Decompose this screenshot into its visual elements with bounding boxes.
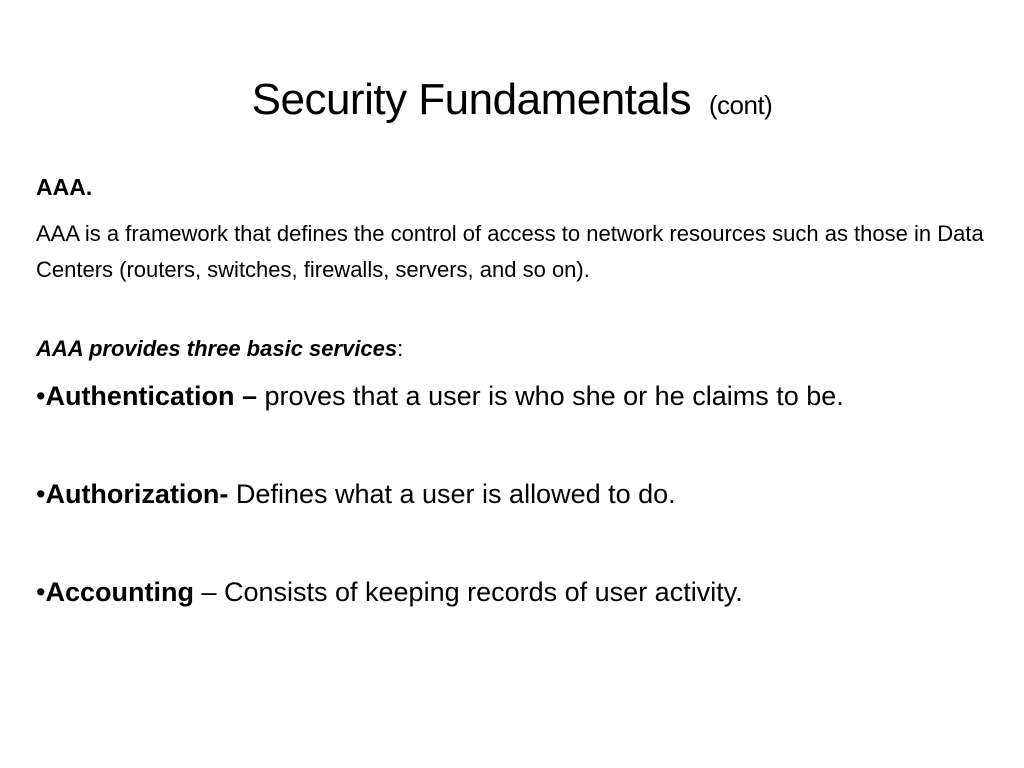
slide-title: [0, 70, 1024, 135]
bullet-text: proves that a user is who she or he claims to be.: [256, 381, 844, 411]
bullet-term: Authentication –: [45, 381, 257, 411]
section-heading: AAA.: [36, 174, 93, 200]
slide-title-main: Security Fundamentals: [251, 75, 692, 124]
bullet-marker: •: [36, 577, 46, 607]
bullet-term: Accounting: [45, 577, 194, 607]
intro-paragraph: AAA is a framework that defines the control of access to network resources such as those in Data Centers (routers, switches, firewalls, servers, and so on).: [36, 221, 984, 282]
bullet-text: – Consists of keeping records of user activity.: [193, 577, 743, 607]
services-heading-text: AAA provides three basic services: [36, 336, 398, 361]
bullet-authorization: [36, 476, 676, 512]
services-heading: [36, 334, 403, 364]
slide-title-suffix: (cont): [708, 90, 773, 120]
bullet-text: Defines what a user is allowed to do.: [228, 479, 676, 509]
bullet-authentication: [36, 378, 844, 414]
bullet-marker: •: [36, 479, 46, 509]
bullet-accounting: [36, 574, 743, 610]
bullet-term: Authorization-: [45, 479, 229, 509]
services-heading-punct: :: [397, 336, 404, 361]
bullet-marker: •: [36, 381, 46, 411]
